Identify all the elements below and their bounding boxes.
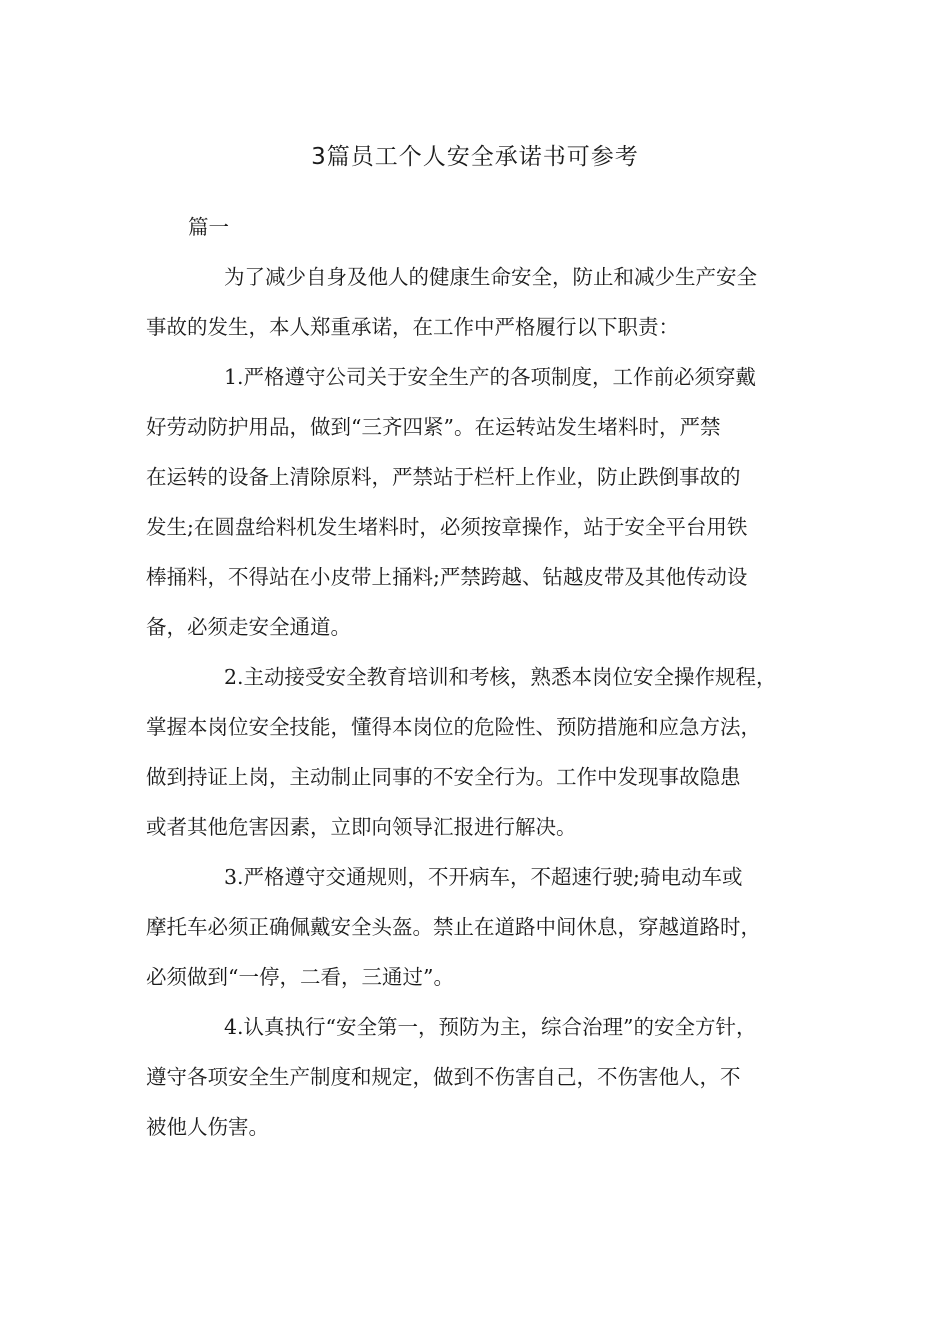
paragraph-line: 摩托车必须正确佩戴安全头盔。禁止在道路中间休息，穿越道路时，: [146, 915, 761, 939]
paragraph-line: 2.主动接受安全教育培训和考核，熟悉本岗位安全操作规程，: [224, 665, 777, 689]
paragraph-line: 必须做到“一停，二看，三通过”。: [146, 965, 454, 989]
page-title: 3篇员工个人安全承诺书可参考: [311, 144, 639, 170]
paragraph-line: 4.认真执行“安全第一，预防为主，综合治理”的安全方针，: [224, 1015, 757, 1039]
paragraph-line: 遵守各项安全生产制度和规定，做到不伤害自己，不伤害他人，不: [146, 1065, 741, 1089]
paragraph-line: 做到持证上岗，主动制止同事的不安全行为。工作中发现事故隐患: [146, 765, 741, 789]
paragraph-line: 棒捅料，不得站在小皮带上捅料;严禁跨越、钻越皮带及其他传动设: [146, 565, 748, 589]
paragraph-line: 事故的发生，本人郑重承诺，在工作中严格履行以下职责：: [146, 315, 679, 339]
paragraph-line: 或者其他危害因素，立即向领导汇报进行解决。: [146, 815, 577, 839]
paragraph-line: 为了减少自身及他人的健康生命安全，防止和减少生产安全: [224, 265, 757, 289]
paragraph-line: 好劳动防护用品，做到“三齐四紧”。在运转站发生堵料时，严禁: [146, 415, 721, 439]
paragraph-line: 掌握本岗位安全技能，懂得本岗位的危险性、预防措施和应急方法，: [146, 715, 761, 739]
section-heading: 篇一: [188, 215, 229, 239]
paragraph-line: 发生;在圆盘给料机发生堵料时，必须按章操作，站于安全平台用铁: [146, 515, 748, 539]
paragraph-line: 备，必须走安全通道。: [146, 615, 351, 639]
paragraph-line: 1.严格遵守公司关于安全生产的各项制度，工作前必须穿戴: [224, 365, 757, 389]
paragraph-line: 3.严格遵守交通规则，不开病车，不超速行驶;骑电动车或: [224, 865, 743, 889]
paragraph-line: 在运转的设备上清除原料，严禁站于栏杆上作业，防止跌倒事故的: [146, 465, 741, 489]
paragraph-line: 被他人伤害。: [146, 1115, 269, 1139]
